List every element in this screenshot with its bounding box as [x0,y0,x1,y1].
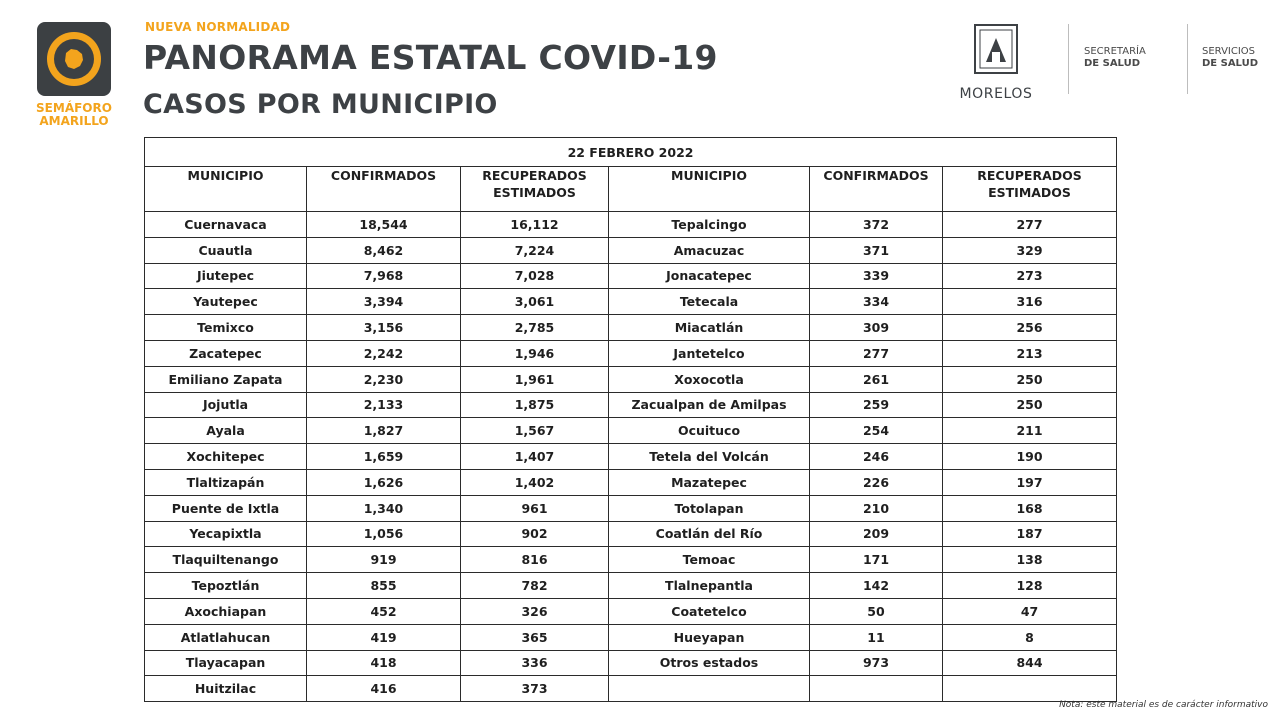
state-label: MORELOS [959,86,1033,102]
semaforo-label: SEMÁFORO AMARILLO [36,101,112,128]
table-row [145,212,1117,238]
confirmados-cell: 1,659 [307,444,461,470]
municipio-cell: Coatlán del Río [609,521,810,547]
recuperados-cell: 47 [943,598,1117,624]
municipio-cell [609,676,810,702]
municipio-cell: Zacualpan de Amilpas [609,392,810,418]
table-row [145,521,1117,547]
municipio-cell: Mazatepec [609,469,810,495]
municipio-cell: Jantetelco [609,340,810,366]
confirmados-cell: 2,133 [307,392,461,418]
recuperados-cell: 1,567 [461,418,609,444]
municipio-cell: Jojutla [145,392,307,418]
municipio-cell: Yautepec [145,289,307,315]
confirmados-cell: 1,626 [307,469,461,495]
recuperados-cell: 250 [943,366,1117,392]
table-row [145,624,1117,650]
footer-note: Nota: este material es de carácter informativo [1059,700,1268,710]
recuperados-cell [943,676,1117,702]
table-date: 22 FEBRERO 2022 [145,138,1117,167]
table-row [145,418,1117,444]
municipio-cell: Xoxocotla [609,366,810,392]
table-body [145,212,1117,702]
table-row [145,392,1117,418]
confirmados-cell: 334 [810,289,943,315]
logo-divider [1187,24,1188,94]
recuperados-cell: 1,961 [461,366,609,392]
municipio-cell: Miacatlán [609,315,810,341]
recuperados-cell: 316 [943,289,1117,315]
municipio-cell: Axochiapan [145,598,307,624]
confirmados-cell [810,676,943,702]
table-row [145,598,1117,624]
table-row [145,366,1117,392]
table-row [145,495,1117,521]
recuperados-cell: 273 [943,263,1117,289]
confirmados-cell: 261 [810,366,943,392]
semaforo-logo [36,22,112,128]
recuperados-cell: 168 [943,495,1117,521]
confirmados-cell: 209 [810,521,943,547]
municipio-cell: Jonacatepec [609,263,810,289]
recuperados-cell: 1,407 [461,444,609,470]
header-kicker: NUEVA NORMALIDAD [145,20,291,34]
confirmados-cell: 418 [307,650,461,676]
confirmados-cell: 8,462 [307,237,461,263]
recuperados-cell: 128 [943,573,1117,599]
recuperados-cell: 187 [943,521,1117,547]
semaforo-badge [37,22,111,96]
recuperados-cell: 373 [461,676,609,702]
municipio-cell: Otros estados [609,650,810,676]
recuperados-cell: 326 [461,598,609,624]
municipio-cell: Tepalcingo [609,212,810,238]
table-row [145,289,1117,315]
municipio-cell: Jiutepec [145,263,307,289]
municipio-cell: Ocuituco [609,418,810,444]
cases-table [144,137,1117,702]
recuperados-cell: 1,946 [461,340,609,366]
municipio-cell: Emiliano Zapata [145,366,307,392]
recuperados-cell: 197 [943,469,1117,495]
municipio-cell: Xochitepec [145,444,307,470]
recuperados-cell: 213 [943,340,1117,366]
municipio-cell: Tlaltizapán [145,469,307,495]
recuperados-cell: 3,061 [461,289,609,315]
municipio-cell: Temixco [145,315,307,341]
page-title: PANORAMA ESTATAL COVID-19 [143,38,718,77]
table-header-row [145,167,1117,212]
recuperados-cell: 211 [943,418,1117,444]
municipio-cell: Tlayacapan [145,650,307,676]
recuperados-cell: 1,402 [461,469,609,495]
confirmados-cell: 277 [810,340,943,366]
confirmados-cell: 1,056 [307,521,461,547]
confirmados-cell: 371 [810,237,943,263]
confirmados-cell: 254 [810,418,943,444]
col-municipio: MUNICIPIO [145,167,307,212]
municipio-cell: Puente de Ixtla [145,495,307,521]
morelos-map-icon [60,45,88,73]
municipio-cell: Coatetelco [609,598,810,624]
confirmados-cell: 18,544 [307,212,461,238]
confirmados-cell: 2,230 [307,366,461,392]
confirmados-cell: 226 [810,469,943,495]
confirmados-cell: 11 [810,624,943,650]
municipio-cell: Ayala [145,418,307,444]
municipio-cell: Tetela del Volcán [609,444,810,470]
confirmados-cell: 210 [810,495,943,521]
recuperados-cell: 336 [461,650,609,676]
recuperados-cell: 816 [461,547,609,573]
municipio-cell: Atlatlahucan [145,624,307,650]
recuperados-cell: 329 [943,237,1117,263]
confirmados-cell: 1,827 [307,418,461,444]
table-row [145,263,1117,289]
recuperados-cell: 250 [943,392,1117,418]
logo-divider [1068,24,1069,94]
state-shield-icon [972,22,1020,78]
municipio-cell: Temoac [609,547,810,573]
municipio-cell: Cuernavaca [145,212,307,238]
recuperados-cell: 16,112 [461,212,609,238]
recuperados-cell: 961 [461,495,609,521]
confirmados-cell: 50 [810,598,943,624]
confirmados-cell: 339 [810,263,943,289]
confirmados-cell: 372 [810,212,943,238]
confirmados-cell: 3,394 [307,289,461,315]
recuperados-cell: 7,028 [461,263,609,289]
municipio-cell: Huitzilac [145,676,307,702]
recuperados-cell: 365 [461,624,609,650]
confirmados-cell: 7,968 [307,263,461,289]
col-municipio: MUNICIPIO [609,167,810,212]
confirmados-cell: 452 [307,598,461,624]
recuperados-cell: 782 [461,573,609,599]
col-confirmados: CONFIRMADOS [307,167,461,212]
morelos-logo [958,22,1034,102]
recuperados-cell: 1,875 [461,392,609,418]
municipio-cell: Tlalnepantla [609,573,810,599]
confirmados-cell: 419 [307,624,461,650]
col-recuperados: RECUPERADOS ESTIMADOS [943,167,1117,212]
confirmados-cell: 919 [307,547,461,573]
recuperados-cell: 190 [943,444,1117,470]
municipio-cell: Tepoztlán [145,573,307,599]
col-recuperados: RECUPERADOS ESTIMADOS [461,167,609,212]
municipio-cell: Cuautla [145,237,307,263]
table-row [145,676,1117,702]
recuperados-cell: 844 [943,650,1117,676]
municipio-cell: Yecapixtla [145,521,307,547]
municipio-cell: Totolapan [609,495,810,521]
page-subtitle: CASOS POR MUNICIPIO [143,89,498,120]
confirmados-cell: 3,156 [307,315,461,341]
table-row [145,547,1117,573]
municipio-cell: Tlaquiltenango [145,547,307,573]
table-row [145,469,1117,495]
confirmados-cell: 246 [810,444,943,470]
confirmados-cell: 973 [810,650,943,676]
municipio-cell: Tetecala [609,289,810,315]
municipio-cell: Amacuzac [609,237,810,263]
secretaria-salud-logo: SECRETARÍA DE SALUD [1084,46,1146,69]
table-row [145,237,1117,263]
recuperados-cell: 7,224 [461,237,609,263]
confirmados-cell: 171 [810,547,943,573]
table-row [145,650,1117,676]
col-confirmados: CONFIRMADOS [810,167,943,212]
confirmados-cell: 259 [810,392,943,418]
confirmados-cell: 855 [307,573,461,599]
table-row [145,340,1117,366]
recuperados-cell: 277 [943,212,1117,238]
confirmados-cell: 2,242 [307,340,461,366]
recuperados-cell: 256 [943,315,1117,341]
table-row [145,444,1117,470]
confirmados-cell: 309 [810,315,943,341]
confirmados-cell: 416 [307,676,461,702]
recuperados-cell: 138 [943,547,1117,573]
recuperados-cell: 8 [943,624,1117,650]
recuperados-cell: 2,785 [461,315,609,341]
table-row [145,315,1117,341]
confirmados-cell: 1,340 [307,495,461,521]
servicios-salud-logo: SERVICIOS DE SALUD [1202,46,1258,69]
municipio-cell: Hueyapan [609,624,810,650]
confirmados-cell: 142 [810,573,943,599]
municipio-cell: Zacatepec [145,340,307,366]
recuperados-cell: 902 [461,521,609,547]
table-row [145,573,1117,599]
